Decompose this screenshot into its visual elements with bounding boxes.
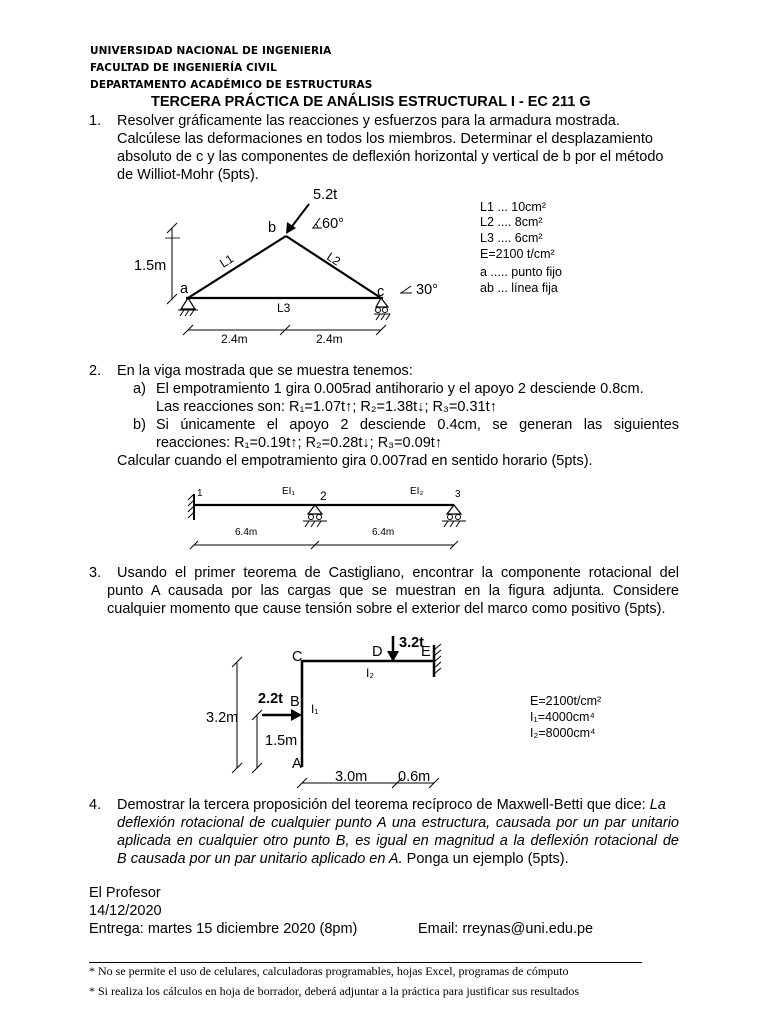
q3-line: punto A causada por las cargas que se muestran en la figura adjunta. Considere [107, 583, 679, 599]
q1-line: absoluto de c y las componentes de deflexión horizontal y vertical de b por el método [117, 149, 664, 165]
q1-number: 1. [89, 113, 102, 129]
signature-date: 14/12/2020 [89, 903, 162, 919]
q3-line: Usando el primer teorema de Castigliano, encontrar la componente rotacional del [117, 565, 679, 581]
document-title: TERCERA PRÁCTICA DE ANÁLISIS ESTRUCTURAL I - EC 211 G [151, 94, 591, 110]
q1-span-right: 2.4m [316, 332, 343, 346]
q3-line: cualquier momento que cause tensión sobre el exterior del marco como positivo (5pts). [107, 601, 666, 617]
q4-line-1 [117, 796, 666, 815]
q1-member-l3: L3 [277, 301, 291, 315]
q2-node-2: 2 [320, 489, 327, 503]
q3-span-2: 0.6m [398, 769, 431, 785]
q3-load-d: 3.2t [399, 635, 424, 651]
q1-angle-b: 60° [322, 216, 344, 232]
q3-prop: I₁=4000cm⁴ [530, 710, 595, 724]
q3-node-a: A [292, 756, 302, 772]
q2-ei2: EI₂ [410, 486, 424, 497]
q1-prop: L3 .... 6cm² [480, 231, 543, 245]
q1-member-l2: L2 [324, 249, 344, 269]
q1-line: de Williot-Mohr (5pts). [117, 167, 259, 183]
q4-line-3: aplicada en cualquier otro punto B, es igual en magnitud a la deflexión rotacional de [117, 833, 679, 849]
contact-email: Email: rreynas@uni.edu.pe [418, 921, 594, 937]
q2-span-2: 6.4m [372, 527, 395, 538]
footnote: * Si realiza los cálculos en hoja de borrador, deberá adjuntar a la práctica para justificar sus resultados [89, 984, 579, 998]
q1-node-b: b [268, 220, 277, 236]
signature-role: El Profesor [89, 885, 161, 901]
q4-line-4-italic: B causada por un par unitario aplicado en A. [117, 851, 403, 867]
q3-number: 3. [89, 565, 102, 581]
q2-b-label: b) [133, 417, 146, 433]
department-name: DEPARTAMENTO ACADÉMICO DE ESTRUCTURAS [90, 79, 373, 91]
q4-line-1-italic: La [649, 797, 666, 813]
q2-intro: En la viga mostrada que se muestra tenemos: [117, 363, 413, 379]
q3-node-c: C [292, 649, 303, 665]
university-name: UNIVERSIDAD NACIONAL DE INGENIERIA [90, 45, 332, 57]
q3-i2: I₂ [366, 666, 374, 680]
q4-number: 4. [89, 797, 102, 813]
footnote: * No se permite el uso de celulares, calculadoras programables, hojas Excel, programas de cómputo [89, 964, 569, 978]
q2-b-line: reacciones: R₁=0.19t↑; R₂=0.28t↓; R₃=0.09t↑ [156, 435, 443, 451]
q1-prop: E=2100 t/cm² [480, 247, 555, 261]
q1-angle-c: 30° [416, 282, 438, 298]
q4-line-4-normal: Ponga un ejemplo (5pts). [402, 851, 569, 867]
q1-load-label: 5.2t [313, 187, 338, 203]
q3-i1: I₁ [311, 702, 319, 716]
q2-a-line: El empotramiento 1 gira 0.005rad antihorario y el apoyo 2 desciende 0.8cm. [156, 381, 644, 397]
q3-node-e: E [421, 644, 431, 660]
footnote-divider [89, 962, 642, 963]
faculty-name: FACULTAD DE INGENIERÍA CIVIL [90, 62, 277, 74]
q3-span-1: 3.0m [335, 769, 368, 785]
q1-prop: L2 .... 8cm² [480, 215, 543, 229]
q2-node-3: 3 [455, 489, 461, 500]
q1-line: Calcúlese las deformaciones en todos los miembros. Determinar el desplazamiento [117, 131, 653, 147]
q4-line-1-normal: Demostrar la tercera proposición del teorema recíproco de Maxwell-Betti que dice: [117, 797, 650, 813]
q3-node-d: D [372, 644, 383, 660]
q4-line-2: deflexión rotacional de cualquier punto A una estructura, causada por un par unitario [117, 815, 679, 831]
q3-prop: I₂=8000cm⁴ [530, 726, 596, 740]
q3-load-b: 2.2t [258, 691, 283, 707]
q3-prop: E=2100t/cm² [530, 694, 602, 708]
q3-height-b: 1.5m [265, 733, 298, 749]
q1-prop: a ..... punto fijo [480, 265, 562, 279]
q1-span-left: 2.4m [221, 332, 248, 346]
q2-number: 2. [89, 363, 102, 379]
q3-node-b: B [290, 694, 300, 710]
q3-height-total: 3.2m [206, 710, 239, 726]
q1-prop: L1 ... 10cm² [480, 200, 546, 214]
delivery-date: Entrega: martes 15 diciembre 2020 (8pm) [89, 921, 358, 937]
q2-span-1: 6.4m [235, 527, 258, 538]
q1-line: Resolver gráficamente las reacciones y esfuerzos para la armadura mostrada. [117, 113, 620, 129]
q2-a-label: a) [133, 381, 146, 397]
q2-closing: Calcular cuando el empotramiento gira 0.007rad en sentido horario (5pts). [117, 453, 593, 469]
q4-line-4 [117, 850, 569, 869]
q1-height-dim: 1.5m [134, 258, 167, 274]
q1-member-l1: L1 [217, 251, 237, 271]
q2-b-line: Si únicamente el apoyo 2 desciende 0.4cm, se generan las siguientes [156, 417, 679, 433]
q2-a-line: Las reacciones son: R₁=1.07t↑; R₂=1.38t↓; R₃=0.31t↑ [156, 399, 497, 415]
q1-node-a: a [180, 281, 189, 297]
q2-ei1: EI₁ [282, 486, 295, 497]
q1-prop: ab ... línea fija [480, 281, 558, 295]
q2-node-1: 1 [197, 488, 203, 499]
q1-node-c: c [377, 284, 385, 300]
